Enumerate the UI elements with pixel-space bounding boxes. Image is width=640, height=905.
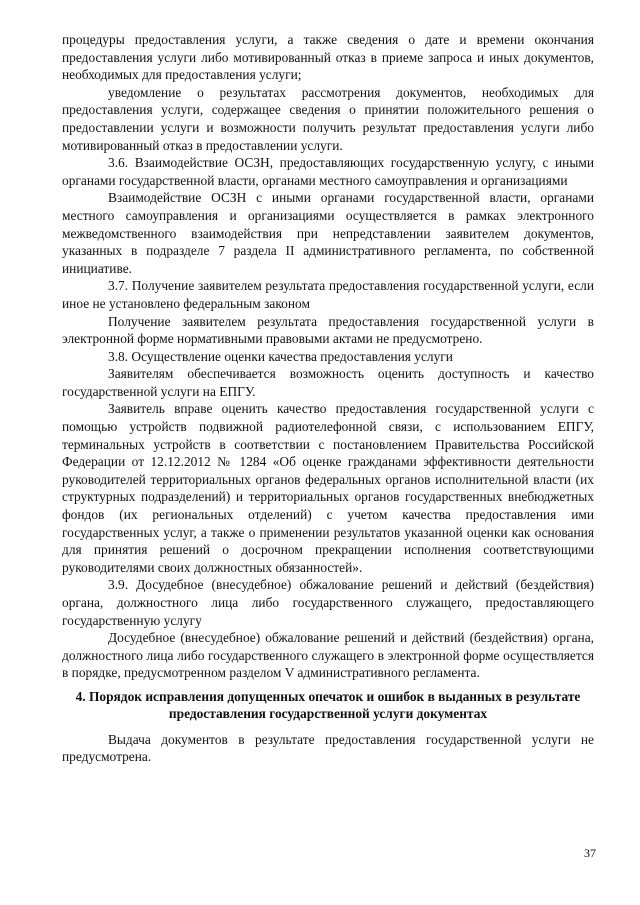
paragraph-quality-assessment: Заявителям обеспечивается возможность оценить доступность и качество государственной услуги на ЕПГУ. bbox=[62, 366, 594, 399]
subsection-3-8-title: 3.8. Осуществление оценки качества предоставления услуги bbox=[108, 348, 453, 364]
paragraph-quality-rights: Заявитель вправе оценить качество предоставления государственной услуги с помощью устройств подвижной радиотелефонной связи, с использованием ЕПГУ, терминальных устройств в соответствии с постановлением Правительства Российской Федерации от 12.12.2012 № 1284 «Об оценке гражданами эффективности деятельности руководителей территориальных органов федеральных органов исполнительной власти (их структурных подразделений) и территориальных органов государственных внебюджетных фондов (их региональных отделений) с учетом качества предоставления ими государственных услуг, а также о применении результатов указанной оценки как основания для принятия решений о досрочном прекращении исполнения соответствующими руководителями своих должностных обязанностей». bbox=[62, 401, 594, 575]
subsection-3-9-title: 3.9. Досудебное (внесудебное) обжалование решений и действий (бездействия) органа, должностного лица либо государственного служащего, предоставляющего государственную услугу bbox=[62, 577, 594, 628]
paragraph-notification: уведомление о результатах рассмотрения документов, необходимых для предоставления услуги, содержащее сведения о принятии положительного решения о предоставлении услуги и возможности получить результат предоставления услуги либо мотивированный отказ в предоставлении услуги. bbox=[62, 84, 594, 153]
page-number: 37 bbox=[584, 846, 596, 860]
paragraph-receiving-result: Получение заявителем результата предоставления государственной услуги в электронной форме нормативными правовыми актами не предусмотрено. bbox=[62, 313, 594, 347]
paragraph-documents-issue: Выдача документов в результате предоставления государственной услуги не предусмотрена. bbox=[62, 731, 594, 765]
section-4-heading: 4. Порядок исправления допущенных опечаток и ошибок в выданных в результате предоставления государственной услуги документах bbox=[75, 688, 581, 722]
document-page bbox=[62, 31, 594, 766]
paragraph-interaction: Взаимодействие ОСЗН с иными органами государственной власти, органами местного самоуправления и организациями осуществляется в рамках электронного межведомственного взаимодействия при непредставлении заявителем документов, указанных в подразделе 7 раздела II административного регламента, по собственной инициативе. bbox=[62, 190, 594, 276]
paragraph-appeal: Досудебное (внесудебное) обжалование решений и действий (бездействия) органа, должностного лица либо государственного служащего в электронной форме осуществляется в порядке, предусмотренном разделом V административного регламента. bbox=[62, 630, 594, 681]
subsection-3-6-title: 3.6. Взаимодействие ОСЗН, предоставляющих государственную услугу, с иными органами государственной власти, органами местного самоуправления и организациями bbox=[62, 155, 594, 188]
paragraph-procedure-continuation: процедуры предоставления услуги, а также сведения о дате и времени окончания предоставления услуги либо мотивированный отказ в приеме запроса и иных документов, необходимых для предоставления услуги; bbox=[62, 32, 594, 83]
subsection-3-7-title: 3.7. Получение заявителем результата предоставления государственной услуги, если иное не установлено федеральным законом bbox=[62, 278, 594, 311]
